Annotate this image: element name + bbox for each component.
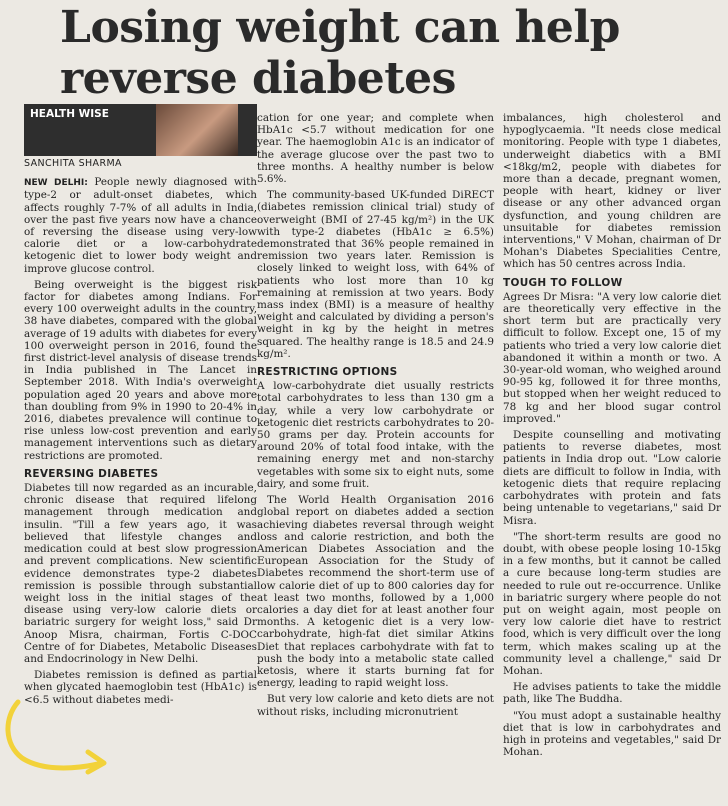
highlight-arrow-icon [0,696,120,776]
column-1 [24,104,257,710]
subhead-restricting-options: RESTRICTING OPTIONS [257,366,398,379]
paragraph: But very low calorie and keto diets are not without risks, including micronutrient [257,693,494,718]
paragraph: Diabetes till now regarded as an incurable, chronic disease that required lifelong management through medication and insulin. "Till a few years ago, it was believed that lifestyle changes and medication could at best slow progression and prevent complications. New scientific evidence demonstrates type-2 diabetes remission is possible through substantial weight loss in the initial stages of the disease using very-low calorie diets or bariatric surgery for weight loss," said Dr Anoop Misra, chairman, Fortis C-DOC Centre of for Diabetes, Metabolic Diseases and Endocrinology in New Delhi. [24,482,257,665]
paragraph: The World Health Organisation 2016 global report on diabetes added a section achieving diabetes reversal through weight loss and calorie restriction, and both the American Diabetes Association and the European Association for the Study of Diabetes recommend the short-term use of low calorie diet of up to 800 calories day for at least two months, followed by a 1,000 calories a day diet for at least another four months. A ketogenic diet is a very low-carbohydrate, high-fat diet similar Atkins Diet that replaces carbohydrate with fat to push the body into a metabolic state called ketosis, where it starts burning fat for energy, leading to rapid weight loss. [257,494,494,690]
author-photo [156,104,238,156]
subhead-reversing-diabetes: REVERSING DIABETES [24,467,159,480]
paragraph: Being overweight is the biggest risk factor for diabetes among Indians. For every 100 overweight adults in the country, 38 have diabetes, compared with the global average of 19 adults with diabetes for every 100 overweight person in 2016, found the first district-level analysis of disease trends in India published in The Lancet in September 2018. With India's overweight population aged 20 years and above more than doubling from 9% in 1990 to 20-4% in 2016, diabetes prevalence will continue to rise unless low-cost prevention and early management interventions such as dietary restrictions are promoted. [24,278,257,462]
paragraph: A low-carbohydrate diet usually restricts total carbohydrates to less than 130 gm a day, while a very low carbohydrate or ketogenic diet restricts carbohydrates to 20-50 grams per day. Protein accounts for around 20% of total food intake, with the remaining energy met and non-starchy vegetables with some six to eight nuts, some dairy, and some fruit. [257,380,494,490]
byline: SANCHITA SHARMA [24,158,122,169]
dateline: NEW DELHI: [24,178,88,189]
column-label: HEALTH WISE [30,108,109,120]
paragraph: cation for one year; and complete when HbA1c <5.7 without medication for one year. The haemoglobin A1c is an indicator of the average glucose over the past two to three months. A healthy number is below 5.6%. [257,112,494,186]
column-2 [257,112,494,722]
paragraph: "You must adopt a sustainable healthy diet that is low in carbohydrates and high in proteins and vegetables," said Dr Mohan. [503,709,721,759]
subhead-tough-to-follow: TOUGH TO FOLLOW [503,276,623,289]
headline: Losing weight can help reverse diabetes [60,2,620,104]
paragraph: imbalances, high cholesterol and hypoglycaemia. "It needs close medical monitoring. People with type 1 diabetes, underweight diabetics with a BMI <18kg/m2, people with diabetes for more than a decade, pregnant women, people with heart, kidney or liver disease or any other advanced organ dysfunction, and young children are unsuitable for diabetes remission interventions," V Mohan, chairman of Dr Mohan's Diabetes Specialities Centre, which has 50 centres across India. [503,112,721,271]
column-header-box [24,104,257,156]
paragraph: Despite counselling and motivating patients to reverse diabetes, most patients in India drop out. "Low calorie diets are difficult to follow in India, with ketogenic diets that require replacing carbohydrates with protein and fats being untenable to vegetarians," said Dr Misra. [503,429,721,527]
paragraph: The community-based UK-funded DiRECT (diabetes remission clinical trial) study of overweight (BMI of 27-45 kg/m²) in the UK with type-2 diabetes (HbA1c ≥ 6.5%) demonstrated that 36% people remained in remission two years later. Remission is closely linked to weight loss, with 64% of patients who lost more than 10 kg remaining at remission at two years. Body mass index (BMI) is a measure of healthy weight and calculated by dividing a person's weight in kg by the height in metres squared. The healthy range is 18.5 and 24.9 kg/m². [257,189,494,360]
paragraph: NEW DELHI: People newly diagnosed with type-2 or adult-onset diabetes, which affects roughly 7-7% of all adults in India, over the past five years now have a chance of reversing the disease using very-low calorie diet or a low-carbohydrate ketogenic diet to lower body weight and improve glucose control. [24,176,257,275]
column-3 [503,112,721,762]
paragraph: Agrees Dr Misra: "A very low calorie diet are theoretically very effective in the short term but are practically very difficult to follow. Except one, 15 of my patients who tried a very low calorie diet abandoned it within a month or two. A 30-year-old woman, who weighed around 90-95 kg, followed it for three months, but stopped when her weight reduced to 78 kg and her blood sugar control improved." [503,290,721,425]
paragraph: "The short-term results are good no doubt, with obese people losing 10-15kg in a few months, but it cannot be called a cure because long-term studies are needed to rule out re-occurrence. Unlike in bariatric surgery where people do not put on weight again, most people on very low calorie diet have to restrict food, which is very difficult over the long term, which makes scaling up at the community level a challenge," said Dr Mohan. [503,530,721,677]
paragraph: Diabetes remission is defined as partial when glycated haemoglobin test (HbA1c) is <6.5 without diabetes medi- [24,669,257,706]
paragraph: He advises patients to take the middle path, like The Buddha. [503,681,721,706]
